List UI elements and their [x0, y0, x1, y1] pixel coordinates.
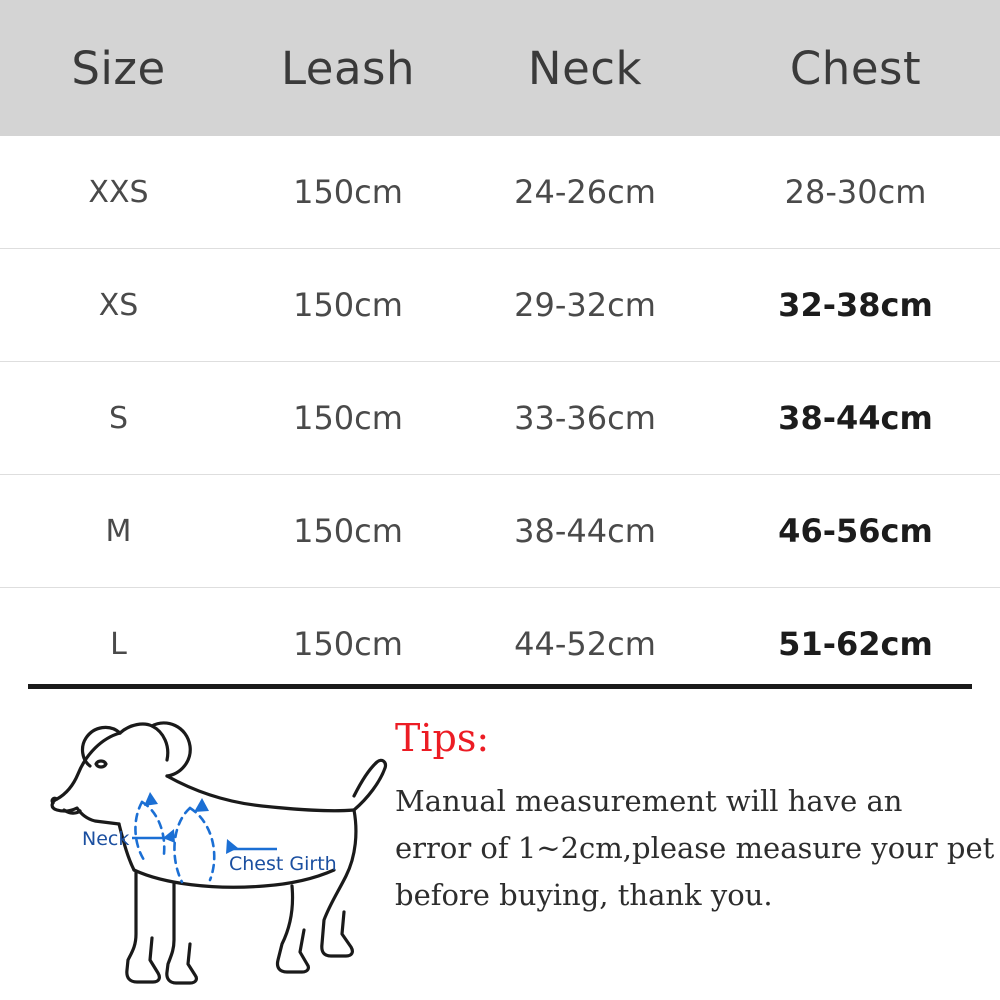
table-header	[0, 0, 1000, 136]
tips-line: error of 1~2cm,please measure your pet	[395, 830, 995, 865]
cell-neck: 24-26cm	[459, 136, 711, 249]
cell-chest: 32-38cm	[711, 249, 1000, 362]
dog-measurement-diagram	[24, 698, 394, 994]
column-header-leash: Leash	[237, 0, 459, 136]
column-header-size: Size	[0, 0, 237, 136]
cell-neck: 29-32cm	[459, 249, 711, 362]
table-row	[0, 475, 1000, 588]
cell-chest: 38-44cm	[711, 362, 1000, 475]
tips-section	[0, 692, 1000, 1000]
table-row	[0, 136, 1000, 249]
cell-leash: 150cm	[237, 362, 459, 475]
cell-size: M	[0, 475, 237, 588]
table-header-row	[0, 0, 1000, 136]
cell-leash: 150cm	[237, 475, 459, 588]
cell-chest: 46-56cm	[711, 475, 1000, 588]
tips-title: Tips:	[395, 716, 490, 760]
cell-chest: 28-30cm	[711, 136, 1000, 249]
cell-neck: 33-36cm	[459, 362, 711, 475]
section-divider	[28, 684, 972, 689]
cell-size: XXS	[0, 136, 237, 249]
column-header-neck: Neck	[459, 0, 711, 136]
cell-size: L	[110, 626, 127, 662]
table-body	[0, 136, 1000, 700]
cell-neck: 44-52cm	[514, 625, 656, 663]
cell-leash: 150cm	[237, 249, 459, 362]
cell-size: XS	[0, 249, 237, 362]
cell-chest: 51-62cm	[778, 625, 933, 663]
chest-girth-label: Chest Girth	[229, 853, 337, 875]
table-row	[0, 249, 1000, 362]
neck-label: Neck	[82, 828, 130, 850]
cell-neck: 38-44cm	[459, 475, 711, 588]
tips-text-block	[395, 716, 995, 919]
cell-size: S	[0, 362, 237, 475]
tips-line: before buying, thank you.	[395, 877, 773, 912]
cell-leash: 150cm	[293, 625, 403, 663]
cell-leash: 150cm	[237, 136, 459, 249]
tips-line: Manual measurement will have an	[395, 783, 903, 818]
column-header-chest: Chest	[711, 0, 1000, 136]
table-row	[0, 362, 1000, 475]
